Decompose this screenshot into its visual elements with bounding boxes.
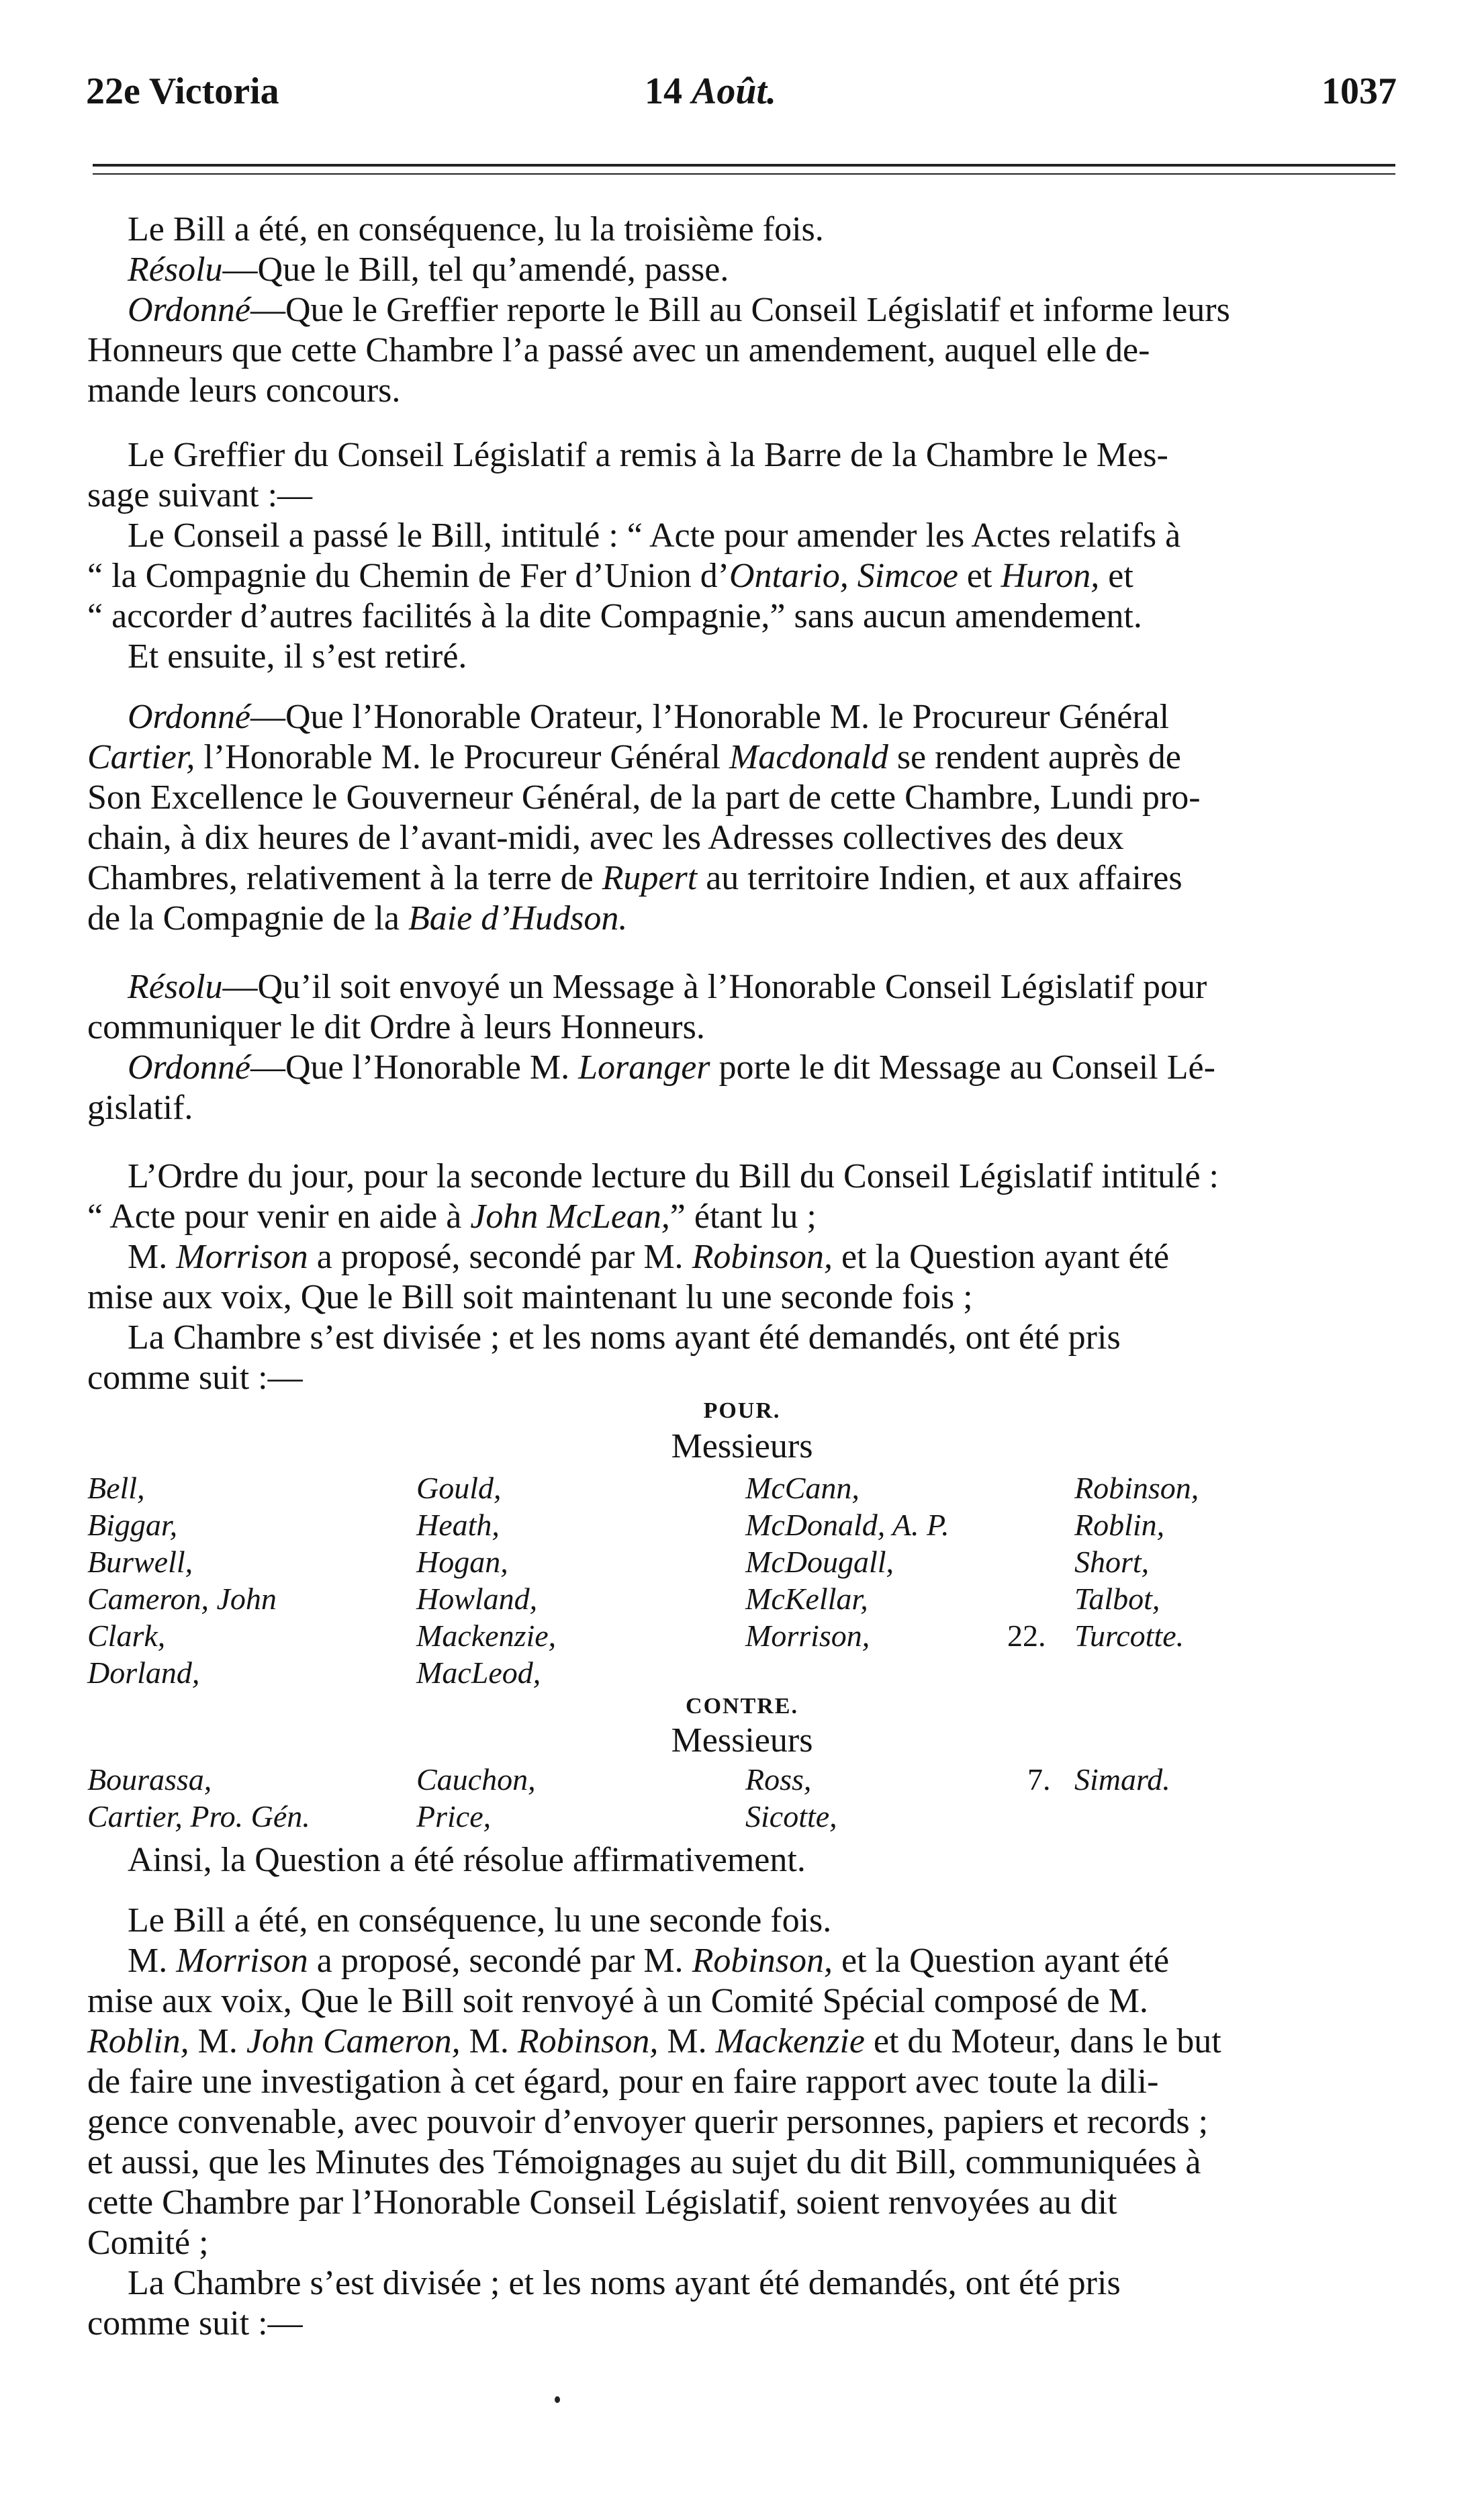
vote-pour-col3: [745, 1469, 949, 1654]
paragraph-resolu-message: [87, 967, 1400, 1128]
member-name: Cauchon,: [416, 1762, 536, 1797]
header-rule-thick: [93, 164, 1395, 167]
text-line: Ordonné—Que l’Honorable M. Loranger porte le dit Message au Conseil Lé-: [128, 1048, 1215, 1087]
printer-mark: [555, 2396, 560, 2403]
vote-pour-col4: [1074, 1469, 1199, 1654]
member-name: Cartier, Pro. Gén.: [87, 1799, 310, 1833]
running-header-left: 22e Victoria: [86, 71, 279, 112]
text-line: Résolu—Qu’il soit envoyé un Message à l’Honorable Conseil Législatif pour: [128, 968, 1207, 1006]
paragraph-ordonne-address: [87, 697, 1400, 939]
member-name: Morrison,: [745, 1619, 870, 1653]
member-name: Roblin,: [1074, 1508, 1165, 1542]
text-line: M. Morrison a proposé, secondé par M. Robinson, et la Question ayant été: [128, 1238, 1170, 1276]
text-line: La Chambre s’est divisée ; et les noms ayant été demandés, ont été pris: [128, 1318, 1121, 1357]
paragraph-council-message: [87, 435, 1400, 677]
vote-contre-messieurs: Messieurs: [671, 1721, 813, 1760]
member-name: Price,: [416, 1799, 492, 1833]
text-line: comme suit :—: [87, 1359, 303, 1397]
member-name: Biggar,: [87, 1508, 178, 1542]
running-header-date: [645, 73, 776, 110]
text-line: La Chambre s’est divisée ; et les noms ayant été demandés, ont été pris: [128, 2264, 1121, 2302]
member-name: McDougall,: [745, 1545, 894, 1579]
text-line: chain, à dix heures de l’avant-midi, avec les Adresses collectives des deux: [87, 819, 1124, 857]
vote-contre-col4: [1074, 1761, 1170, 1798]
text-line: “ la Compagnie du Chemin de Fer d’Union d’Ontario, Simcoe et Huron, et: [87, 557, 1133, 595]
member-name: Howland,: [416, 1582, 538, 1616]
vote-contre-col3: [745, 1761, 837, 1835]
member-name: Gould,: [416, 1471, 502, 1505]
member-name: Dorland,: [87, 1655, 200, 1690]
vote-pour-heading: POUR.: [703, 1398, 781, 1423]
text-line: L’Ordre du jour, pour la seconde lecture du Bill du Conseil Législatif intitulé :: [128, 1157, 1219, 1195]
member-name: Simard.: [1074, 1762, 1170, 1797]
vote-pour-count: 22.: [1007, 1619, 1046, 1653]
member-name: Clark,: [87, 1619, 166, 1653]
text-line: de faire une investigation à cet égard, pour en faire rapport avec toute la dili-: [87, 2062, 1159, 2101]
text-line: Et ensuite, il s’est retiré.: [128, 637, 467, 676]
member-name: Bell,: [87, 1471, 145, 1505]
vote-contre-count: 7.: [1027, 1762, 1051, 1797]
member-name: McKellar,: [745, 1582, 868, 1616]
member-name: Burwell,: [87, 1545, 193, 1579]
vote-pour-list: [0, 1469, 1484, 1698]
member-name: Turcotte.: [1074, 1619, 1185, 1653]
vote-contre-col2: [416, 1761, 536, 1835]
member-name: Bourassa,: [87, 1762, 212, 1797]
member-name: Cameron, John: [87, 1582, 277, 1616]
text-line: Roblin, M. John Cameron, M. Robinson, M. Mackenzie et du Moteur, dans le but: [87, 2022, 1221, 2060]
member-name: MacLeod,: [416, 1655, 541, 1690]
text-line: gence convenable, avec pouvoir d’envoyer querir personnes, papiers et records ;: [87, 2103, 1209, 2141]
text-line: Comité ;: [87, 2224, 209, 2262]
member-name: Talbot,: [1074, 1582, 1160, 1616]
vote-pour-col2: [416, 1469, 556, 1691]
member-name: Mackenzie,: [416, 1619, 557, 1653]
vote-contre-col1: [87, 1761, 310, 1835]
text-line: M. Morrison a proposé, secondé par M. Robinson, et la Question ayant été: [128, 1942, 1170, 1980]
text-line: mise aux voix, Que le Bill soit maintenant lu une seconde fois ;: [87, 1278, 973, 1316]
member-name: McCann,: [745, 1471, 860, 1505]
text-line: de la Compagnie de la Baie d’Hudson.: [87, 899, 628, 938]
text-line: Ainsi, la Question a été résolue affirmativement.: [128, 1841, 806, 1879]
text-line: gislatif.: [87, 1089, 193, 1127]
text-line: “ accorder d’autres facilités à la dite Compagnie,” sans aucun amendement.: [87, 597, 1142, 635]
paragraph-third-reading: [87, 210, 1400, 411]
text-line: Le Greffier du Conseil Législatif a remis à la Barre de la Chambre le Mes-: [128, 436, 1168, 474]
paragraph-special-committee: [87, 1901, 1400, 2344]
vote-contre-list: [0, 1761, 1484, 1842]
vote-pour-messieurs: Messieurs: [671, 1427, 813, 1465]
member-name: Robinson,: [1074, 1471, 1199, 1505]
member-name: Sicotte,: [745, 1799, 837, 1833]
vote-result: [87, 1840, 1400, 1880]
text-line: Son Excellence le Gouverneur Général, de la part de cette Chambre, Lundi pro-: [87, 778, 1201, 817]
text-line: et aussi, que les Minutes des Témoignages au sujet du dit Bill, communiquées à: [87, 2143, 1201, 2181]
vote-pour-col1: [87, 1469, 277, 1691]
page-number: 1037: [1321, 71, 1397, 112]
paragraph-second-reading-order: [87, 1156, 1400, 1398]
text-line: comme suit :—: [87, 2304, 303, 2343]
header-day: 14: [645, 71, 682, 112]
text-line: cette Chambre par l’Honorable Conseil Législatif, soient renvoyées au dit: [87, 2183, 1117, 2222]
header-rule-thin: [93, 173, 1395, 175]
member-name: Ross,: [745, 1762, 812, 1797]
text-line: Le Conseil a passé le Bill, intitulé : “ Acte pour amender les Actes relatifs à: [128, 516, 1181, 555]
text-line: sage suivant :—: [87, 476, 313, 514]
text-line: Ordonné—Que le Greffier reporte le Bill au Conseil Législatif et informe leurs: [128, 291, 1230, 329]
text-line: Honneurs que cette Chambre l’a passé avec un amendement, auquel elle de-: [87, 331, 1150, 369]
vote-contre-heading: CONTRE.: [686, 1694, 798, 1719]
text-line: Le Bill a été, en conséquence, lu la troisième fois.: [128, 210, 824, 248]
text-line: mise aux voix, Que le Bill soit renvoyé à un Comité Spécial composé de M.: [87, 1982, 1148, 2020]
text-line: Résolu—Que le Bill, tel qu’amendé, passe.: [128, 251, 729, 289]
member-name: Heath,: [416, 1508, 500, 1542]
text-line: communiquer le dit Ordre à leurs Honneurs.: [87, 1008, 705, 1046]
member-name: McDonald, A. P.: [745, 1508, 949, 1542]
header-month: Août.: [692, 71, 777, 112]
text-line: Ordonné—Que l’Honorable Orateur, l’Honorable M. le Procureur Général: [128, 698, 1170, 736]
text-line: “ Acte pour venir en aide à John McLean,” étant lu ;: [87, 1197, 817, 1236]
text-line: Le Bill a été, en conséquence, lu une seconde fois.: [128, 1901, 832, 1940]
text-line: mande leurs concours.: [87, 371, 401, 410]
member-name: Hogan,: [416, 1545, 508, 1579]
member-name: Short,: [1074, 1545, 1150, 1579]
text-line: Chambres, relativement à la terre de Rupert au territoire Indien, et aux affaires: [87, 859, 1182, 897]
text-line: Cartier, l’Honorable M. le Procureur Général Macdonald se rendent auprès de: [87, 738, 1181, 776]
